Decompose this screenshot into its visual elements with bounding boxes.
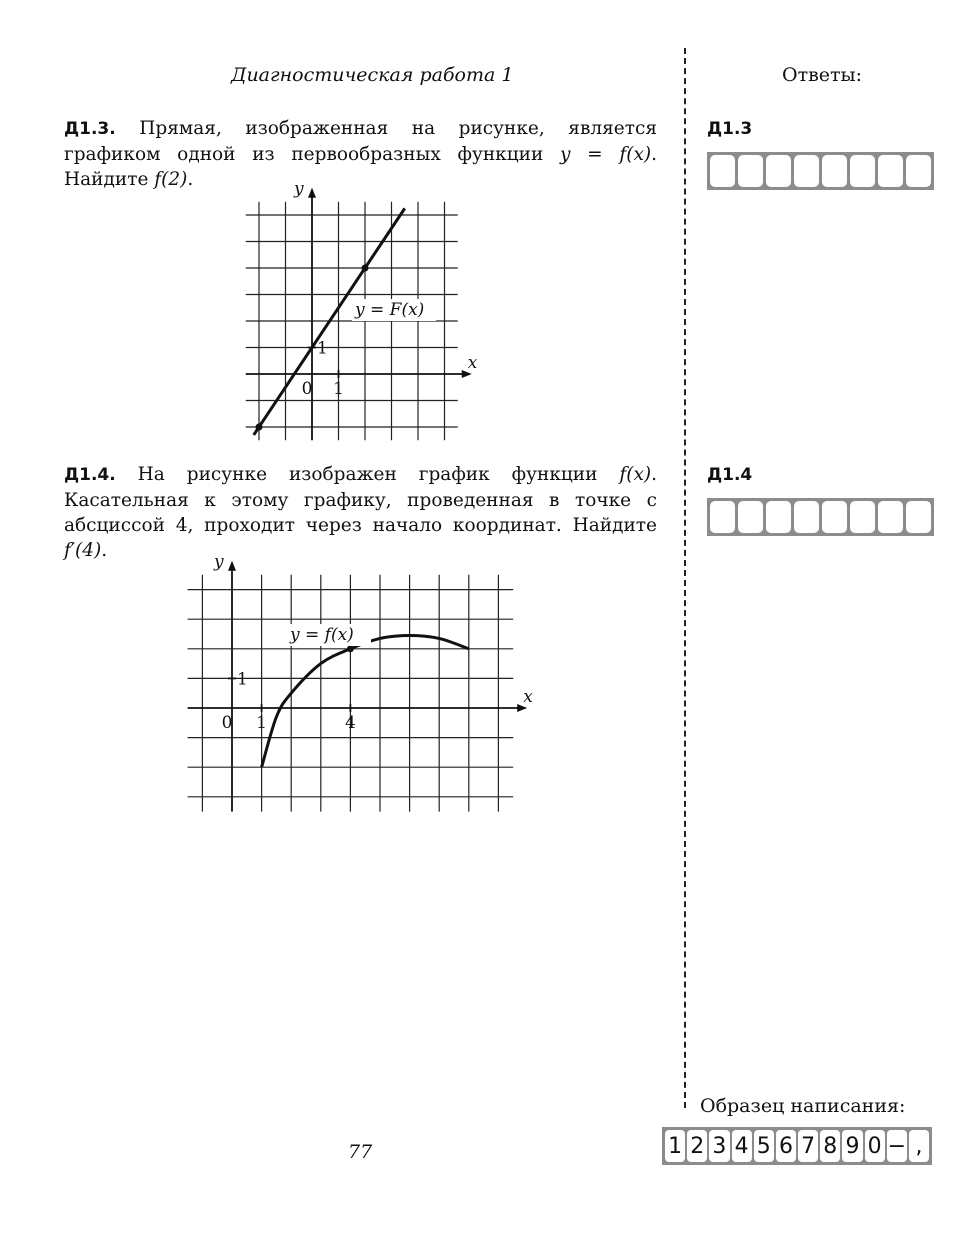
problem-text: . Найдите xyxy=(64,144,657,190)
answer-field-d1-4[interactable] xyxy=(707,498,934,536)
sample-label: Образец написания: xyxy=(700,1095,906,1117)
y-axis-label: y xyxy=(214,551,224,572)
sample-char: 7 xyxy=(798,1130,818,1162)
answer-cell[interactable] xyxy=(794,501,819,533)
answer-cell[interactable] xyxy=(738,155,763,187)
answer-cell[interactable] xyxy=(766,155,791,187)
answer-cell[interactable] xyxy=(710,501,735,533)
sample-char: 8 xyxy=(820,1130,840,1162)
sample-char: 5 xyxy=(754,1130,774,1162)
problem-text: Прямая, изображенная на рисунке, является графиком одной из первообразных функции xyxy=(64,118,657,165)
sample-char: − xyxy=(887,1130,907,1162)
x-tick-label: 4 xyxy=(344,713,356,733)
problem-math: f(x) xyxy=(619,464,652,485)
answer-cell[interactable] xyxy=(850,155,875,187)
x-axis-label: x xyxy=(467,353,478,373)
sample-char: 0 xyxy=(865,1130,885,1162)
answers-column-title: Ответы: xyxy=(782,64,863,86)
graph-d1-4 xyxy=(180,545,540,815)
answer-cell[interactable] xyxy=(822,155,847,187)
dashed-divider xyxy=(684,48,686,1108)
sample-char: , xyxy=(909,1130,929,1162)
problem-text: . xyxy=(187,169,194,190)
answer-field-d1-3[interactable] xyxy=(707,152,934,190)
problem-id: Д1.4. xyxy=(64,465,116,485)
curve-label: y = f(x) xyxy=(290,625,354,645)
answer-cell[interactable] xyxy=(822,501,847,533)
answer-cell[interactable] xyxy=(794,155,819,187)
problem-math: f′(4) xyxy=(64,540,102,561)
sample-char: 4 xyxy=(732,1130,752,1162)
graph-curve xyxy=(262,635,469,767)
page-header-title: Диагностическая работа 1 xyxy=(231,64,514,86)
answer-label-d1-4: Д1.4 xyxy=(707,465,753,485)
answer-cell[interactable] xyxy=(906,501,931,533)
y-axis-label: y xyxy=(294,178,304,199)
answer-cell[interactable] xyxy=(766,501,791,533)
problem-id: Д1.3. xyxy=(64,119,116,139)
marked-point xyxy=(362,265,369,272)
x-axis-label: x xyxy=(523,687,533,707)
answer-cell[interactable] xyxy=(738,501,763,533)
sample-char: 9 xyxy=(842,1130,862,1162)
origin-label: 0 xyxy=(301,379,313,399)
x-tick-label: 1 xyxy=(256,713,268,733)
graph-d1-3 xyxy=(235,175,478,445)
marked-point xyxy=(256,424,263,431)
problem-math: f(2) xyxy=(154,169,188,190)
y-axis-arrow xyxy=(308,188,316,198)
problem-text: . Касательная к этому графику, проведенная в точке с абсциссой 4, проходит через начало координат. Найдите xyxy=(64,464,657,536)
answer-cell[interactable] xyxy=(850,501,875,533)
answer-cell[interactable] xyxy=(906,155,931,187)
problem-text: На рисунке изображен график функции xyxy=(137,464,620,485)
origin-label: 0 xyxy=(221,713,233,733)
problem-math: y = f(x) xyxy=(560,144,652,165)
y-tick-label: 1 xyxy=(317,338,328,359)
x-tick-label: 1 xyxy=(333,379,344,399)
curve-label: y = F(x) xyxy=(355,300,425,320)
page-number: 77 xyxy=(348,1141,373,1163)
marked-point xyxy=(347,645,354,652)
sample-digits xyxy=(662,1127,932,1165)
answer-cell[interactable] xyxy=(878,155,903,187)
y-tick-label: 1 xyxy=(237,669,248,690)
answer-cell[interactable] xyxy=(710,155,735,187)
sample-char: 1 xyxy=(665,1130,685,1162)
y-axis-arrow xyxy=(228,561,236,571)
sample-char: 3 xyxy=(709,1130,729,1162)
answer-label-d1-3: Д1.3 xyxy=(707,119,753,139)
answer-cell[interactable] xyxy=(878,501,903,533)
sample-char: 6 xyxy=(776,1130,796,1162)
problem-text: . xyxy=(101,540,108,561)
sample-char: 2 xyxy=(687,1130,707,1162)
